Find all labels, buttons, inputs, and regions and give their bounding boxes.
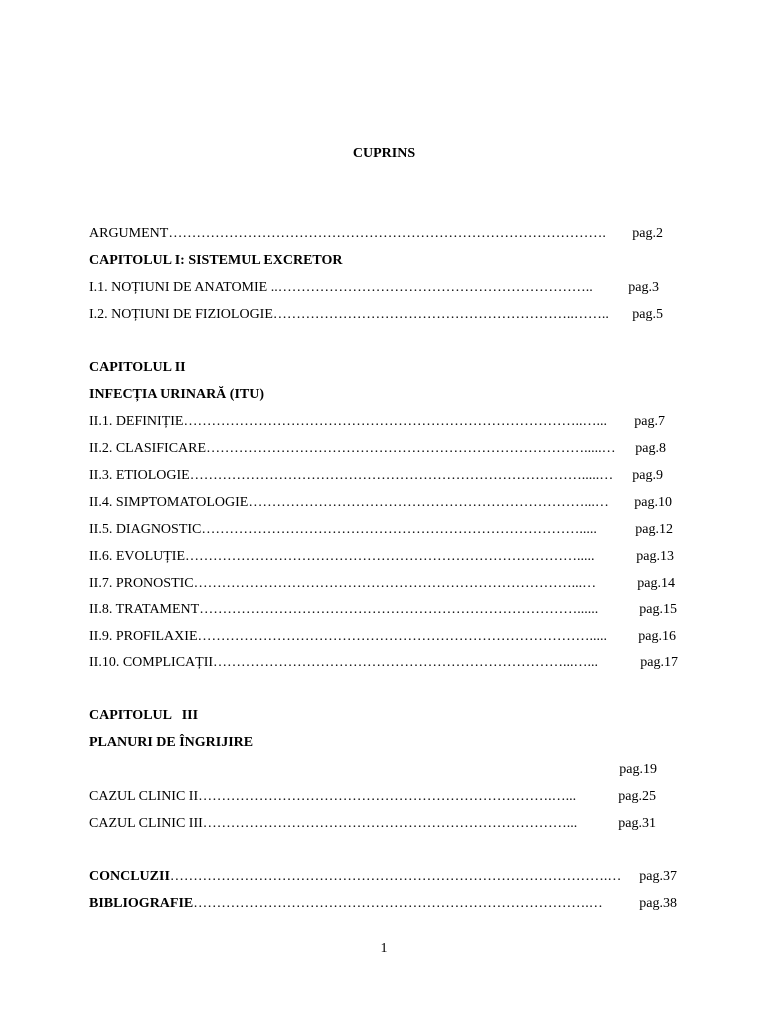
page-number: 1 bbox=[380, 941, 388, 956]
toc-page-ref: pag.9 bbox=[631, 466, 663, 486]
toc-entry-label: I.1. NOȚIUNI DE ANATOMIE .. bbox=[89, 280, 278, 295]
toc-entry-label: CONCLUZII bbox=[89, 869, 170, 884]
toc-leader-dots: ………………………………………………………….. bbox=[277, 280, 593, 295]
toc-entry-label: CAZUL CLINIC III bbox=[89, 816, 203, 831]
toc-entry-label: II.4. SIMPTOMATOLOGIE bbox=[89, 495, 249, 510]
toc-entry-label: CAZUL CLINIC II bbox=[89, 789, 199, 804]
toc-entry-argument[interactable] bbox=[89, 224, 663, 244]
toc-leader-dots: …………………………………………………………………………..... bbox=[197, 629, 607, 644]
toc-entry-diagnostic[interactable] bbox=[89, 520, 673, 540]
toc-leader-dots: ………………………………………………………………………...... bbox=[199, 602, 599, 617]
toc-leader-dots: …………………………………………………………………...…... bbox=[213, 655, 599, 670]
toc-page-ref: pag.14 bbox=[636, 574, 675, 594]
toc-leader-dots: ………………………………………………………………...… bbox=[248, 495, 609, 510]
toc-page-ref: pag.7 bbox=[633, 412, 665, 432]
toc-page-ref: pag.2 bbox=[631, 224, 663, 244]
toc-page-ref: pag.25 bbox=[617, 787, 656, 807]
toc-leader-dots: …………………………………………………………………………..... bbox=[185, 549, 595, 564]
toc-entry-label: II.3. ETIOLOGIE bbox=[89, 468, 190, 483]
chapter-heading-2: CAPITOLUL II bbox=[89, 360, 186, 375]
chapter-heading-3: CAPITOLUL III bbox=[89, 708, 199, 723]
chapter-subtitle-3: PLANURI DE ÎNGRIJIRE bbox=[89, 735, 254, 750]
toc-leader-dots: ………………………………………………………………………….....… bbox=[189, 468, 614, 483]
toc-leader-dots: ………………………………………………………………………...… bbox=[193, 576, 597, 591]
toc-page-ref: pag.3 bbox=[627, 278, 659, 298]
toc-page-ref: pag.37 bbox=[638, 867, 677, 887]
toc-entry-simptomatologie[interactable] bbox=[89, 493, 672, 513]
toc-entry-pronostic[interactable] bbox=[89, 574, 675, 594]
toc-entry-concluzii[interactable] bbox=[89, 867, 677, 887]
toc-entry-tratament[interactable] bbox=[89, 600, 677, 620]
toc-page-ref: pag.12 bbox=[634, 520, 673, 540]
toc-entry-caz-clinic-1[interactable] bbox=[89, 760, 657, 780]
toc-entry-etiologie[interactable] bbox=[89, 466, 663, 486]
chapter-heading-1: CAPITOLUL I: SISTEMUL EXCRETOR bbox=[89, 253, 343, 268]
toc-page-ref: pag.13 bbox=[635, 547, 674, 567]
toc-entry-anatomie[interactable] bbox=[89, 278, 659, 298]
toc-leader-dots: ……………………………………………………………………... bbox=[202, 816, 578, 831]
toc-entry-clasificare[interactable] bbox=[89, 439, 666, 459]
toc-leader-dots: ………………………………………………………………………….… bbox=[193, 896, 603, 911]
toc-entry-definitie[interactable] bbox=[89, 412, 665, 432]
toc-page-ref: pag.10 bbox=[633, 493, 672, 513]
toc-entry-label: II.5. DIAGNOSTIC bbox=[89, 522, 202, 537]
toc-entry-label: ARGUMENT bbox=[89, 226, 169, 241]
toc-leader-dots: …………………………………………………………………………………. bbox=[168, 226, 606, 241]
toc-page-ref: pag.15 bbox=[638, 600, 677, 620]
toc-entry-label: II.8. TRATAMENT bbox=[89, 602, 200, 617]
toc-entry-label: II.10. COMPLICAȚII bbox=[89, 655, 214, 670]
toc-page-ref: pag.17 bbox=[639, 653, 678, 673]
toc-leader-dots: ………………………………………………………………………………….… bbox=[169, 869, 622, 884]
toc-entry-fiziologie[interactable] bbox=[89, 305, 663, 325]
toc-entry-label: II.1. DEFINIȚIE bbox=[89, 414, 184, 429]
toc-entry-complicatii[interactable] bbox=[89, 653, 678, 673]
toc-page-ref: pag.8 bbox=[634, 439, 666, 459]
toc-entry-evolutie[interactable] bbox=[89, 547, 674, 567]
toc-entry-profilaxie[interactable] bbox=[89, 627, 676, 647]
toc-entry-bibliografie[interactable] bbox=[89, 894, 677, 914]
toc-entry-label: II.7. PRONOSTIC bbox=[89, 576, 194, 591]
toc-page-ref: pag.5 bbox=[631, 305, 663, 325]
toc-page-ref: pag.38 bbox=[638, 894, 677, 914]
toc-page-ref: pag.31 bbox=[617, 814, 656, 834]
toc-leader-dots: …………………………………………………………………………..…... bbox=[183, 414, 607, 429]
toc-page-ref: pag.16 bbox=[637, 627, 676, 647]
toc-entry-caz-clinic-2[interactable] bbox=[89, 787, 656, 807]
page-title: CUPRINS bbox=[352, 146, 416, 161]
toc-entry-label: II.6. EVOLUȚIE bbox=[89, 549, 186, 564]
chapter-subtitle-2: INFECȚIA URINARĂ (ITU) bbox=[89, 387, 265, 402]
toc-entry-caz-clinic-3[interactable] bbox=[89, 814, 656, 834]
toc-leader-dots: ………………………………………………………………………..... bbox=[201, 522, 597, 537]
toc-entry-label: II.2. CLASIFICARE bbox=[89, 441, 207, 456]
toc-leader-dots: ………………………………………………………..…….. bbox=[272, 307, 609, 322]
toc-entry-label: I.2. NOȚIUNI DE FIZIOLOGIE bbox=[89, 307, 273, 322]
toc-entry-label: BIBLIOGRAFIE bbox=[89, 896, 194, 911]
toc-leader-dots: ………………………………………………………………….…... bbox=[198, 789, 577, 804]
toc-page-ref: pag.19 bbox=[618, 760, 657, 780]
toc-leader-dots: ……………………………………………………………………….....… bbox=[206, 441, 616, 456]
toc-entry-label: II.9. PROFILAXIE bbox=[89, 629, 198, 644]
